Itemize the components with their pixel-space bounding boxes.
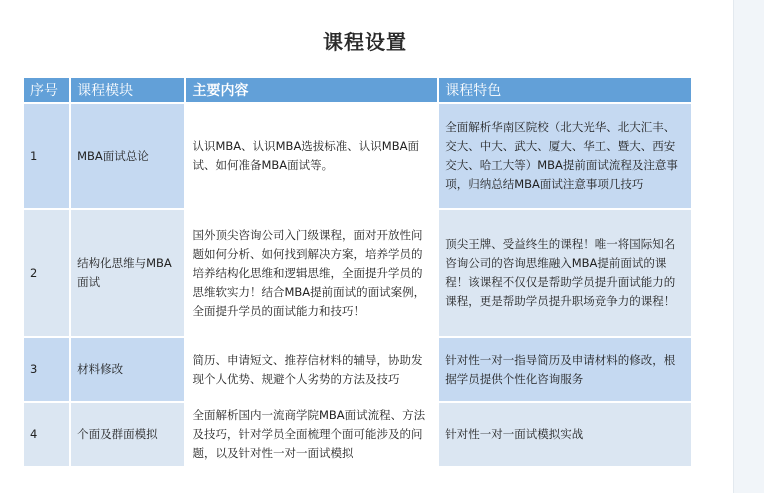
header-feature: 课程特色 [439, 78, 691, 102]
row-feature: 针对性一对一面试模拟实战 [439, 403, 691, 466]
row-content: 国外顶尖咨询公司入门级课程，面对开放性问题如何分析、如何找到解决方案，培养学员的培养结构化思维和逻辑思维，全面提升学员的思维软实力！结合MBA提前面试的面试案例，全面提升学员的面试能力和技巧！ [186, 210, 437, 336]
row-module: 结构化思维与MBA面试 [71, 210, 184, 336]
row-index: 2 [24, 210, 69, 336]
row-module: 材料修改 [71, 338, 184, 401]
header-index: 序号 [24, 78, 69, 102]
row-module: MBA面试总论 [71, 104, 184, 208]
row-feature: 全面解析华南区院校（北大光华、北大汇丰、交大、中大、武大、厦大、华工、暨大、西安交大、哈工大等）MBA提前面试流程及注意事项，归纳总结MBA面试注意事项几技巧 [439, 104, 691, 208]
row-content: 简历、申请短文、推荐信材料的辅导，协助发现个人优势、规避个人劣势的方法及技巧 [186, 338, 437, 401]
row-index: 3 [24, 338, 69, 401]
table-header-row [24, 78, 691, 102]
row-content: 全面解析国内一流商学院MBA面试流程、方法及技巧，针对学员全面梳理个面可能涉及的问题，以及针对性一对一面试模拟 [186, 403, 437, 466]
row-feature: 针对性一对一指导简历及申请材料的修改，根据学员提供个性化咨询服务 [439, 338, 691, 401]
header-content: 主要内容 [186, 78, 437, 102]
row-module: 个面及群面模拟 [71, 403, 184, 466]
page-title: 课程设置 [323, 30, 407, 54]
header-module: 课程模块 [71, 78, 184, 102]
row-index: 1 [24, 104, 69, 208]
table-row [24, 338, 691, 401]
row-index: 4 [24, 403, 69, 466]
page-right-border [733, 0, 764, 493]
course-table [22, 76, 693, 468]
table-row [24, 104, 691, 208]
row-content: 认识MBA、认识MBA选拔标准、认识MBA面试、如何准备MBA面试等。 [186, 104, 437, 208]
table-row [24, 210, 691, 336]
table-row [24, 403, 691, 466]
row-feature: 顶尖王牌、受益终生的课程！唯一将国际知名咨询公司的咨询思维融入MBA提前面试的课程！该课程不仅仅是帮助学员提升面试能力的课程，更是帮助学员提升职场竞争力的课程！ [439, 210, 691, 336]
